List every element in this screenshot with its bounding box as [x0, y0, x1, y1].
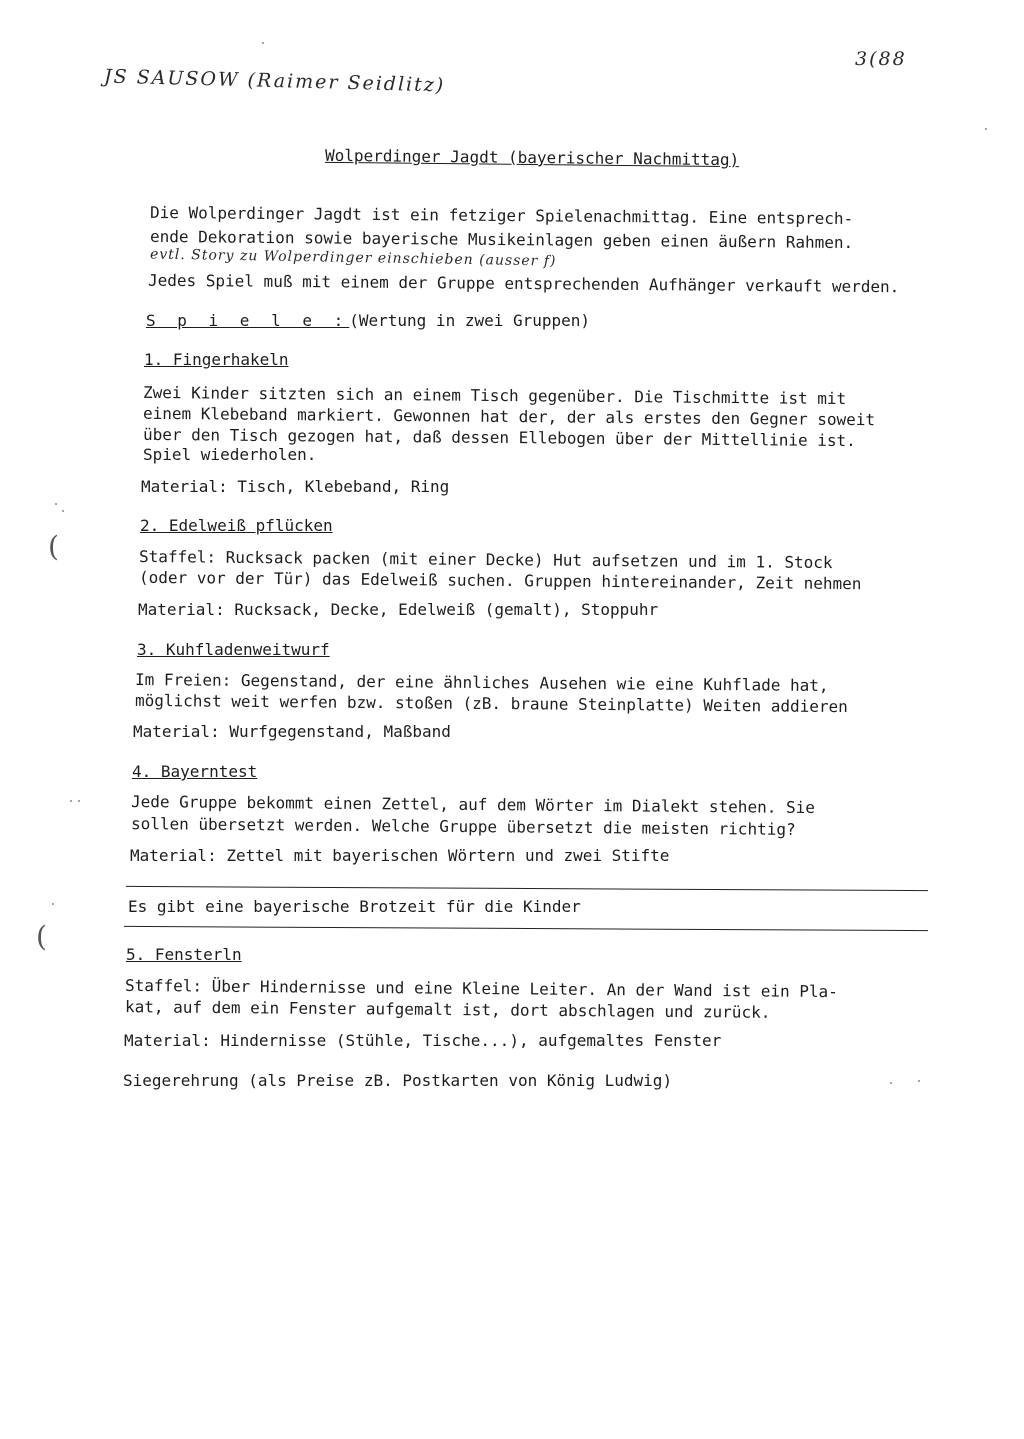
game-heading: 4. Bayerntest: [132, 762, 258, 781]
document-title: Wolperdinger Jagdt (bayerischer Nachmittag): [324, 145, 740, 170]
game-text-line: über den Tisch gezogen hat, daß dessen Ellebogen über der Mittellinie ist.: [142, 424, 856, 451]
intro-line: Die Wolperdinger Jagdt ist ein fetziger Spielenachmittag. Eine entsprech-: [149, 202, 854, 229]
scan-speck: [55, 503, 57, 505]
game-text-line: einem Klebeband markiert. Gewonnen hat der, der als erstes den Gegner soweit: [142, 403, 876, 430]
game-text-line: Im Freien: Gegenstand, der eine ähnliches Ausehen wie eine Kuhflade hat,: [134, 669, 829, 696]
handwritten-page-number: 3(88: [855, 48, 907, 70]
game-material: Material: Zettel mit bayerischen Wörtern und zwei Stifte: [130, 846, 670, 865]
scan-speck: [918, 1080, 920, 1082]
game-heading: 3. Kuhfladenweitwurf: [137, 640, 330, 659]
binder-hole-mark: (: [48, 530, 59, 563]
game-text-line: sollen übersetzt werden. Welche Gruppe übersetzt die meisten richtig?: [130, 814, 796, 839]
handwritten-note: evtl. Story zu Wolperdinger einschieben (ausser f): [149, 246, 557, 270]
games-heading-row: [146, 310, 590, 331]
game-material: Material: Wurfgegenstand, Maßband: [133, 722, 451, 741]
game-material: Material: Tisch, Klebeband, Ring: [141, 477, 450, 496]
binder-hole-mark: (: [36, 920, 47, 953]
game-text-line: Staffel: Rucksack packen (mit einer Decke) Hut aufsetzen und im 1. Stock: [138, 546, 833, 573]
game-text-line: kat, auf dem ein Fenster aufgemalt ist, dort abschlagen und zurück.: [124, 997, 771, 1022]
handwritten-header: JS SAUSOW (Raimer Seidlitz): [103, 65, 446, 97]
game-text-line: möglichst weit werfen bzw. stoßen (zB. braune Steinplatte) Weiten addieren: [134, 690, 848, 717]
scan-speck: [70, 800, 72, 802]
game-heading: 5. Fensterln: [126, 945, 242, 964]
divider-line: [126, 886, 928, 891]
game-material: Material: Hindernisse (Stühle, Tische...), aufgemaltes Fenster: [124, 1031, 722, 1050]
break-note: Es gibt eine bayerische Brotzeit für die Kinder: [128, 897, 581, 916]
game-text-line: Spiel wiederholen.: [143, 445, 317, 464]
game-text-line: Jede Gruppe bekommt einen Zettel, auf dem Wörter im Dialekt stehen. Sie: [130, 792, 816, 817]
scan-speck: [78, 800, 80, 802]
game-text-line: (oder vor der Tür) das Edelweiß suchen. Gruppen hintereinander, Zeit nehmen: [138, 567, 862, 594]
scan-speck: [985, 128, 987, 130]
games-heading-note: (Wertung in zwei Gruppen): [349, 311, 591, 330]
divider-line: [124, 926, 928, 931]
game-text-line: Zwei Kinder sitzten sich an einem Tisch gegenüber. Die Tischmitte ist mit: [142, 382, 847, 409]
scan-speck: [52, 903, 54, 905]
game-text-line: Staffel: Über Hindernisse und eine Kleine Leiter. An der Wand ist ein Pla-: [124, 975, 838, 1002]
game-heading: 2. Edelweiß pflücken: [140, 516, 333, 535]
game-heading: 1. Fingerhakeln: [144, 350, 289, 369]
closing-line: Siegerehrung (als Preise zB. Postkarten von König Ludwig): [123, 1071, 673, 1090]
scan-speck: [262, 42, 264, 44]
games-heading: S p i e l e :: [146, 311, 350, 330]
intro-line: ende Dekoration sowie bayerische Musikeinlagen geben einen äußern Rahmen.: [149, 226, 854, 253]
game-material: Material: Rucksack, Decke, Edelweiß (gemalt), Stoppuhr: [138, 600, 659, 619]
scan-speck: [62, 510, 64, 512]
scan-speck: [890, 1082, 892, 1084]
intro-line: Jedes Spiel muß mit einem der Gruppe entsprechenden Aufhänger verkauft werden.: [147, 270, 900, 297]
